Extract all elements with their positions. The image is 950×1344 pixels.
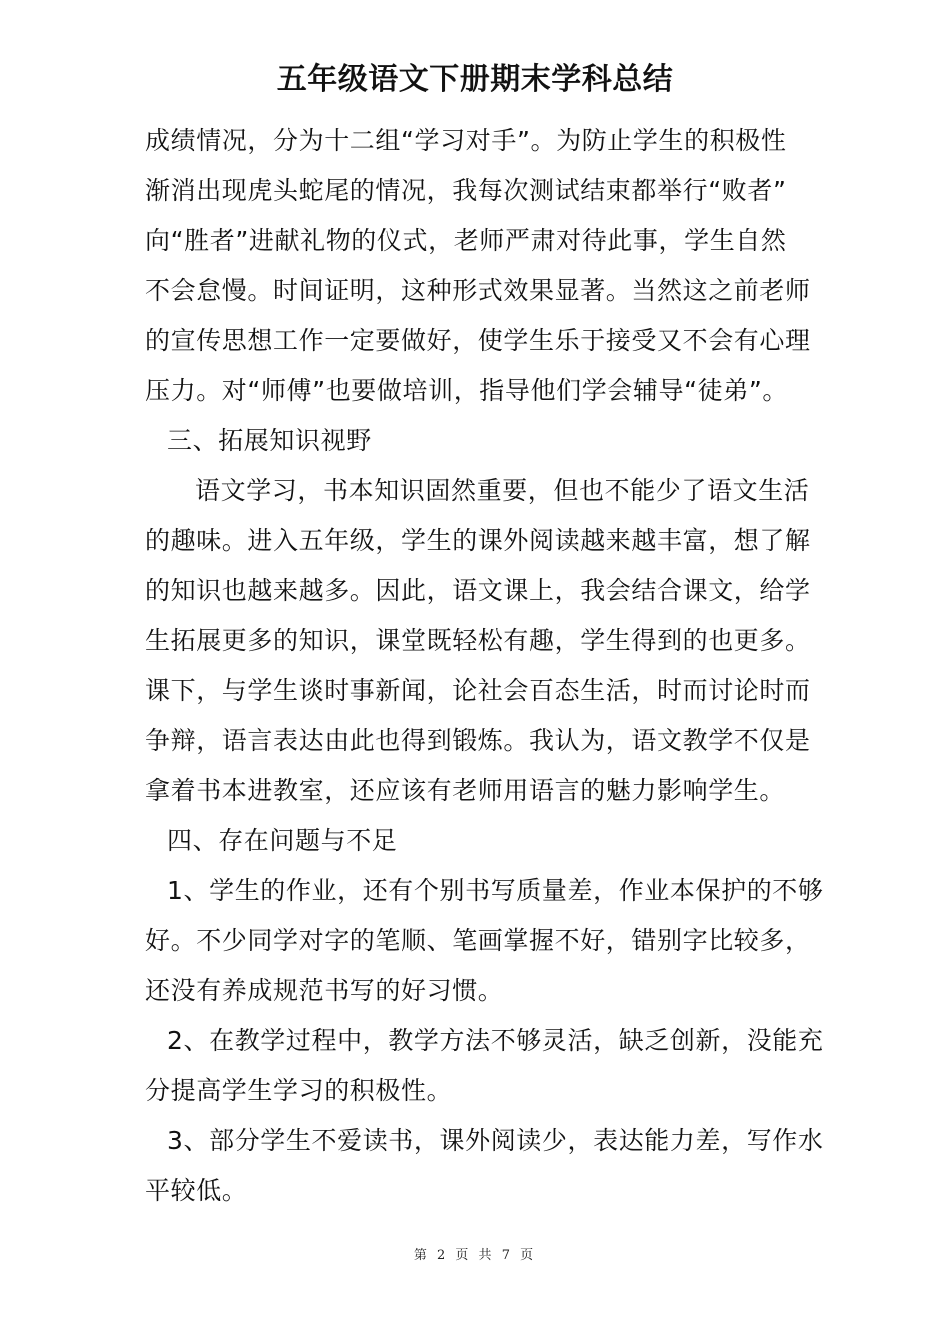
section-heading: 四、存在问题与不足	[167, 826, 398, 855]
body-line: 渐消出现虎头蛇尾的情况，我每次测试结束都举行“败者”	[145, 176, 787, 205]
page-footer: 第 2 页 共 7 页	[413, 1248, 537, 1263]
body-line: 的宣传思想工作一定要做好，使学生乐于接受又不会有心理	[145, 326, 811, 355]
body-line: 不会怠慢。时间证明，这种形式效果显著。当然这之前老师	[145, 276, 811, 305]
list-item-line: 1、学生的作业，还有个别书写质量差，作业本保护的不够	[167, 876, 824, 905]
list-item-line: 2、在教学过程中，教学方法不够灵活，缺乏创新，没能充	[167, 1026, 824, 1055]
body-line: 拿着书本进教室，还应该有老师用语言的魅力影响学生。	[145, 776, 786, 805]
page-title: 五年级语文下册期末学科总结	[276, 62, 674, 97]
body-line: 好。不少同学对字的笔顺、笔画掌握不好，错别字比较多，	[145, 926, 811, 955]
body-line: 分提高学生学习的积极性。	[145, 1076, 453, 1105]
body-line: 课下，与学生谈时事新闻，论社会百态生活，时而讨论时而	[145, 676, 811, 705]
paragraph-start-line: 语文学习，书本知识固然重要，但也不能少了语文生活	[195, 476, 810, 505]
body-line: 生拓展更多的知识，课堂既轻松有趣，学生得到的也更多。	[145, 626, 811, 655]
body-line: 还没有养成规范书写的好习惯。	[145, 976, 504, 1005]
section-heading: 三、拓展知识视野	[167, 426, 372, 455]
body-line: 的知识也越来越多。因此，语文课上，我会结合课文，给学	[145, 576, 811, 605]
body-line: 争辩，语言表达由此也得到锻炼。我认为，语文教学不仅是	[145, 726, 811, 755]
body-line: 成绩情况，分为十二组“学习对手”。为防止学生的积极性	[145, 126, 787, 155]
list-item-line: 3、部分学生不爱读书，课外阅读少，表达能力差，写作水	[167, 1126, 824, 1155]
document-body	[145, 116, 824, 1216]
body-line: 平较低。	[145, 1176, 248, 1205]
body-line: 的趣味。进入五年级，学生的课外阅读越来越丰富，想了解	[145, 526, 811, 555]
body-line: 压力。对“师傅”也要做培训，指导他们学会辅导“徒弟”。	[145, 376, 789, 405]
body-line: 向“胜者”进献礼物的仪式，老师严肃对待此事，学生自然	[145, 226, 787, 255]
